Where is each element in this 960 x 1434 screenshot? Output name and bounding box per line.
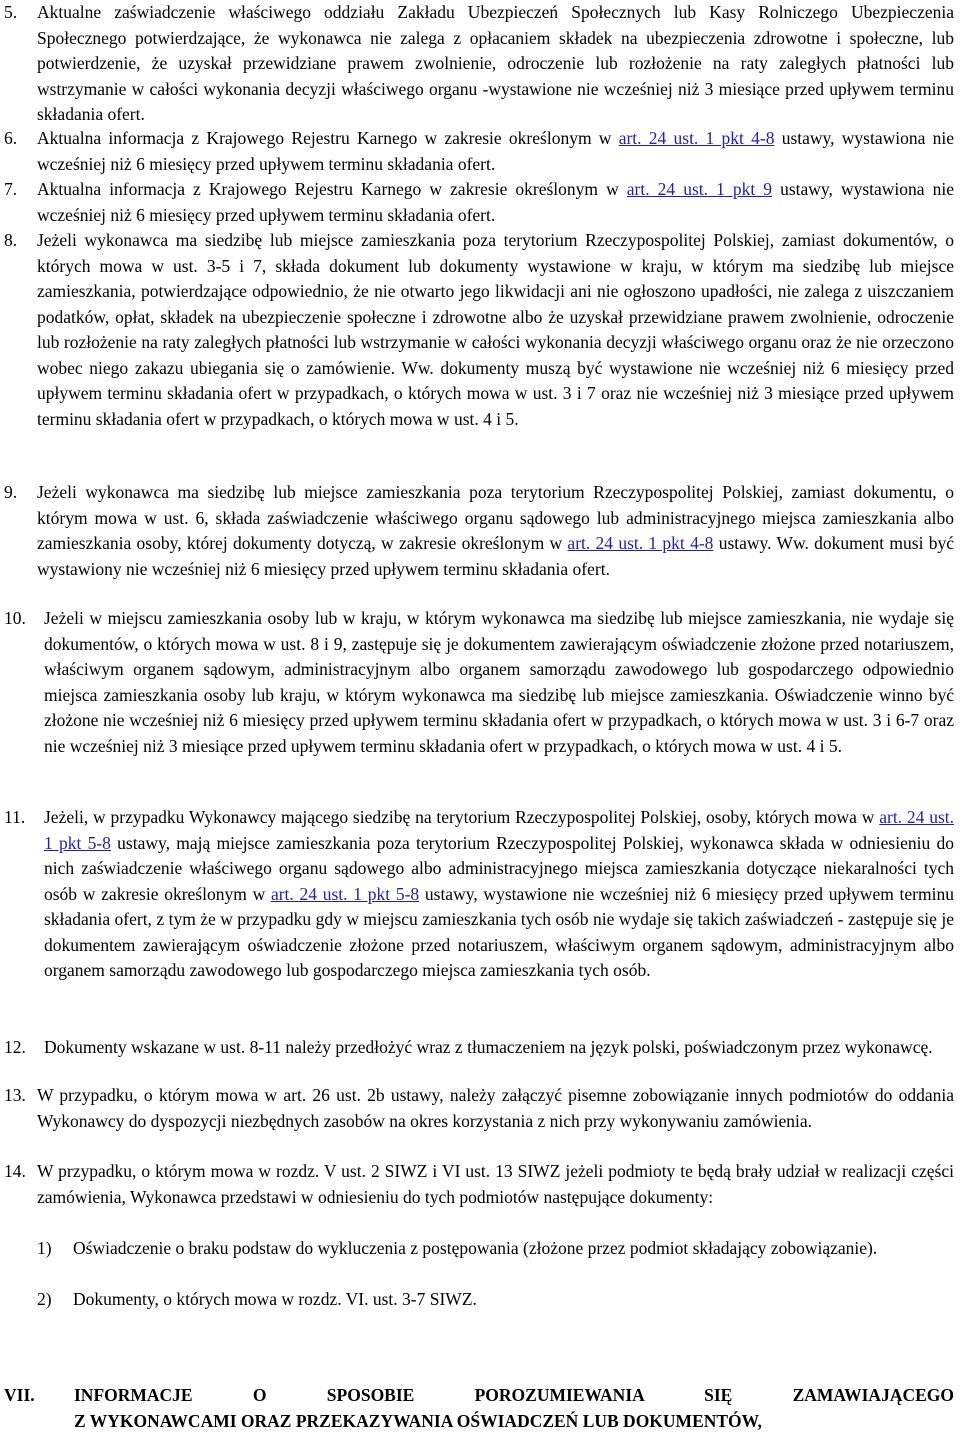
item-number: 7.: [4, 179, 18, 199]
item-text: Jeżeli wykonawca ma siedzibę lub miejsce zamieszkania poza terytorium Rzeczypospolitej Polskiej, zamiast dokumentów, o których mowa w ust. 3-5 i 7, składa dokument lub dokumenty wystawione w kraju, w którym ma siedzibę lub miejsce zamieszkania, potwierdzające odpowiednio, że nie otwarto jego likwidacji ani nie ogłoszono upadłości, nie zalega z uiszczaniem podatków, opłat, składek na ubezpieczenie społeczne i zdrowotne albo że uzyskał przewidziane prawem zwolnienie, odroczenie lub rozłożenie na raty zaległych płatności lub wstrzymanie w całości wykonania decyzji właściwego organu oraz że nie orzeczono wobec niego zakazu ubiegania się o zamówienie. Ww. dokumenty muszą być wystawione nie wcześniej niż 6 miesięcy przed upływem terminu składania ofert w przypadkach, o których mowa w ust. 3 i 7 oraz nie wcześniej niż 3 miesiące przed upływem terminu składania ofert w przypadkach, o których mowa w ust. 4 i 5.: [37, 230, 954, 429]
item-text: W przypadku, o którym mowa w art. 26 ust. 2b ustawy, należy załączyć pisemne zobowiązanie innych podmiotów do oddania Wykonawcy do dyspozycji niezbędnych zasobów na okres korzystania z nich przy wykonywaniu zamówienia.: [37, 1085, 954, 1131]
list-item-5: [4, 0, 954, 128]
sub-item-text: Dokumenty, o których mowa w rozdz. VI. ust. 3-7 SIWZ.: [73, 1289, 477, 1309]
legal-reference-link[interactable]: art. 24 ust. 1 pkt 4-8: [618, 128, 775, 148]
item-number: 11.: [4, 807, 26, 827]
legal-reference-link[interactable]: art. 24 ust. 1 pkt 4-8: [567, 533, 714, 553]
legal-reference-link[interactable]: art. 24 ust. 1 pkt 5-8: [44, 807, 954, 853]
list-item-6: [4, 126, 954, 177]
item-text: Jeżeli, w przypadku Wykonawcy mającego siedzibę na terytorium Rzeczypospolitej Polskiej, osoby, których mowa w art. 24 ust. 1 pkt 5-8 ustawy, mają miejsce zamieszkania poza terytorium Rzeczypospolitej Polskiej, wykonawca składa w odniesieniu do nich zaświadczenie właściwego organu sądowego albo administracyjnego miejsca zamieszkania dotyczące niekaralności tych osób w zakresie określonym w art. 24 ust. 1 pkt 5-8 ustawy, wystawione nie wcześniej niż 6 miesięcy przed upływem terminu składania ofert, z tym że w przypadku gdy w miejscu zamieszkania tych osób nie wydaje się takich zaświadczeń - zastępuje się je dokumentem zawierającym oświadczenie złożone przed notariuszem, właściwym organem sądowym, administracyjnym albo organem samorządu zawodowego lub gospodarczego miejsca zamieszkania tych osób.: [44, 807, 954, 980]
sub-item-text: Oświadczenie o braku podstaw do wykluczenia z postępowania (złożone przez podmiot składający zobowiązanie).: [73, 1238, 878, 1258]
item-number: 6.: [4, 128, 18, 148]
section-heading: [4, 1383, 954, 1434]
list-item-11: [4, 805, 954, 984]
section-number: VII.: [4, 1385, 35, 1405]
sub-list-item-2: [37, 1287, 957, 1313]
item-number: 8.: [4, 230, 18, 250]
section-title-line-1: INFORMACJE O SPOSOBIE POROZUMIEWANIA SIĘ ZAMAWIAJĄCEGO: [74, 1385, 954, 1405]
item-text: Jeżeli wykonawca ma siedzibę lub miejsce zamieszkania poza terytorium Rzeczypospolitej Polskiej, zamiast dokumentu, o którym mowa w ust. 6, składa zaświadczenie właściwego organu sądowego lub administracyjnego miejsca zamieszkania albo zamieszkania osoby, której dokumenty dotyczą, w zakresie określonym w art. 24 ust. 1 pkt 4-8 ustawy. Ww. dokument musi być wystawiony nie wcześniej niż 6 miesięcy przed upływem terminu składania ofert.: [37, 482, 955, 579]
list-item-12: [4, 1035, 954, 1061]
item-number: 14.: [4, 1161, 26, 1181]
list-item-14: [4, 1159, 954, 1210]
list-item-13: [4, 1083, 954, 1134]
item-text: Aktualna informacja z Krajowego Rejestru Karnego w zakresie określonym w art. 24 ust. 1 pkt 9 ustawy, wystawiona nie wcześniej niż 6 miesięcy przed upływem terminu składania ofert.: [37, 179, 954, 225]
item-number: 5.: [4, 2, 18, 22]
legal-reference-link[interactable]: art. 24 ust. 1 pkt 5-8: [270, 883, 420, 904]
list-item-7: [4, 177, 954, 228]
sub-item-number: 2): [37, 1289, 52, 1309]
list-item-8: [4, 228, 954, 432]
item-number: 10.: [4, 608, 26, 628]
item-number: 13.: [4, 1085, 26, 1105]
legal-reference-link[interactable]: art. 24 ust. 1 pkt 9: [626, 179, 773, 199]
item-number: 12.: [4, 1037, 26, 1057]
list-item-10: [4, 606, 954, 759]
item-text: Aktualna informacja z Krajowego Rejestru Karnego w zakresie określonym w art. 24 ust. 1 pkt 4-8 ustawy, wystawiona nie wcześniej niż 6 miesięcy przed upływem terminu składania ofert.: [37, 128, 954, 174]
sub-item-number: 1): [37, 1238, 52, 1258]
list-item-9: [4, 480, 954, 582]
item-number: 9.: [4, 482, 18, 502]
item-text: Jeżeli w miejscu zamieszkania osoby lub w kraju, w którym wykonawca ma siedzibę lub miejsce zamieszkania, nie wydaje się dokumentów, o których mowa w ust. 8 i 9, zastępuje się je dokumentem zawierającym oświadczenie złożone przed notariuszem, właściwym organem sądowym, administracyjnym albo organem samorządu zawodowego lub gospodarczego odpowiednio miejsca zamieszkania osoby lub kraju, w którym wykonawca ma siedzibę lub miejsce zamieszkania. Oświadczenie winno być złożone nie wcześniej niż 6 miesięcy przed upływem terminu składania ofert w przypadkach, o których mowa w ust. 3 i 6-7 oraz nie wcześniej niż 3 miesiące przed upływem terminu składania ofert w przypadkach, o których mowa w ust. 4 i 5.: [44, 608, 954, 756]
sub-list-item-1: [37, 1236, 957, 1262]
item-text: Aktualne zaświadczenie właściwego oddziału Zakładu Ubezpieczeń Społecznych lub Kasy Rolniczego Ubezpieczenia Społecznego potwierdzające, że wykonawca nie zalega z opłacaniem składek na ubezpieczenia zdrowotne i społeczne, lub potwierdzenie, że uzyskał przewidziane prawem zwolnienie, odroczenie lub rozłożenie na raty zaległych płatności lub wstrzymanie w całości wykonania decyzji właściwego organu -wystawione nie wcześniej niż 3 miesiące przed upływem terminu składania ofert.: [37, 2, 954, 124]
item-text: W przypadku, o którym mowa w rozdz. V ust. 2 SIWZ i VI ust. 13 SIWZ jeżeli podmioty te będą brały udział w realizacji części zamówienia, Wykonawca przedstawi w odniesieniu do tych podmiotów następujące dokumenty:: [37, 1161, 954, 1207]
section-title-line-2: Z WYKONAWCAMI ORAZ PRZEKAZYWANIA OŚWIADCZEŃ LUB DOKUMENTÓW,: [74, 1410, 762, 1431]
item-text: Dokumenty wskazane w ust. 8-11 należy przedłożyć wraz z tłumaczeniem na język polski, poświadczonym przez wykonawcę.: [44, 1037, 933, 1057]
